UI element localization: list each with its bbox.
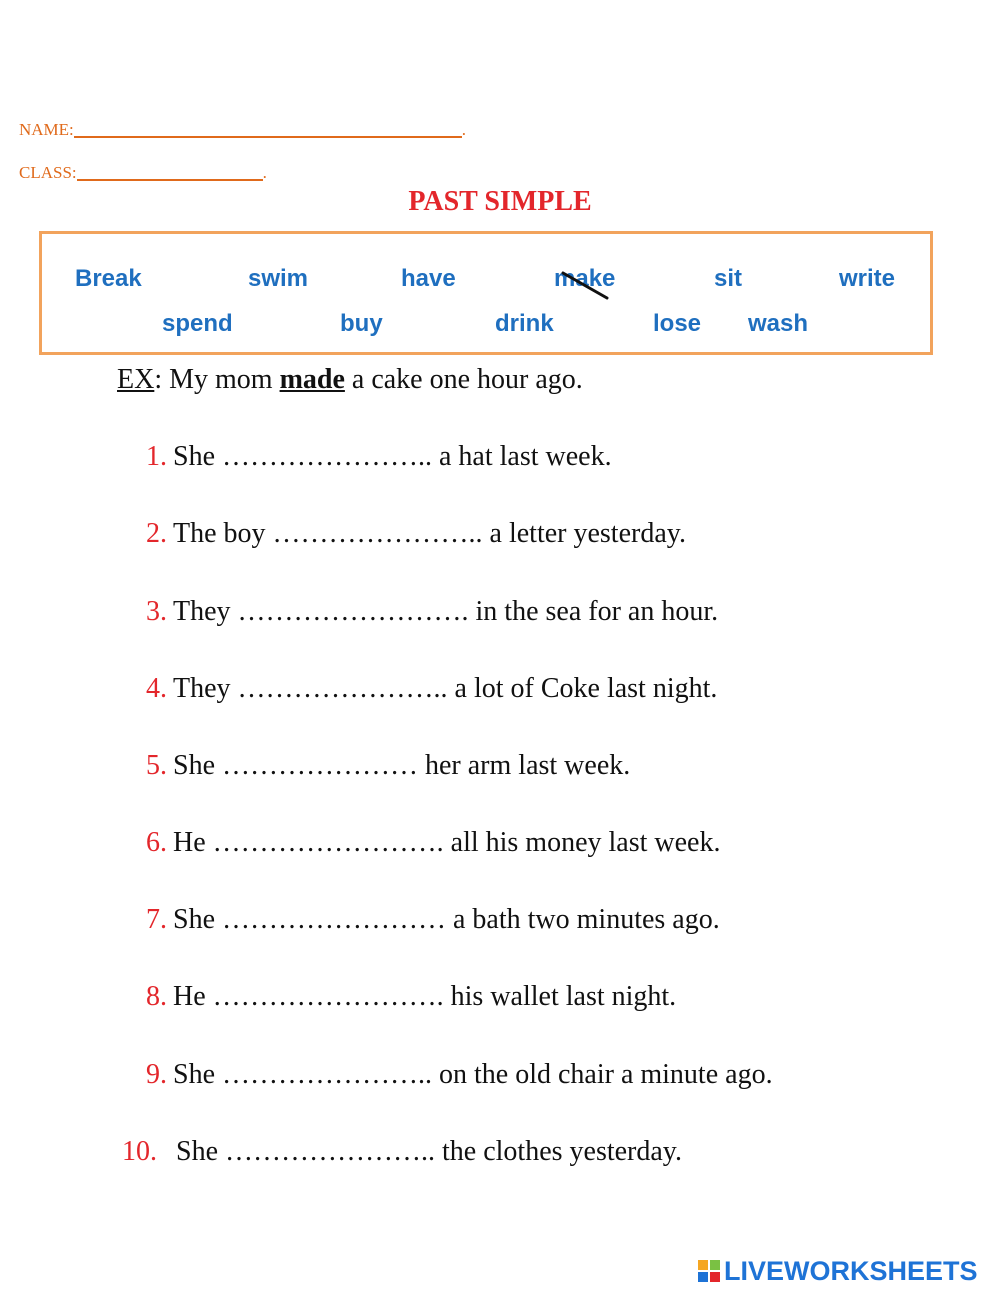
logo-block [698,1272,708,1282]
strike-through-mark [560,270,610,300]
class-blank-line[interactable] [77,165,263,181]
logo-brand-text: LIVEWORKSHEETS [724,1255,978,1286]
question-text[interactable]: He ……………………. his wallet last night. [173,981,677,1012]
word-bank-item: buy [340,310,383,337]
question-item [146,981,676,1013]
question-text[interactable]: She ………………….. on the old chair a minute ago. [173,1059,773,1090]
question-number: 3. [146,596,167,627]
question-text[interactable]: He ……………………. all his money last week. [173,827,721,858]
question-item [146,827,720,859]
word-bank-item: Break [75,265,142,292]
question-text[interactable]: She ………………… her arm last week. [173,750,631,781]
question-number: 1. [146,441,167,472]
logo-block [710,1260,720,1270]
word-bank-item: swim [248,265,309,292]
question-text[interactable]: The boy ………………….. a letter yesterday. [173,518,686,549]
liveworksheets-logo [698,1255,978,1287]
question-item [146,441,612,473]
word-bank-item: write [839,265,896,292]
question-number: 6. [146,827,167,858]
question-item [146,904,720,936]
name-blank-line[interactable] [74,122,462,138]
question-item [122,1136,682,1168]
word-bank-item: sit [714,265,743,292]
question-text[interactable]: She ………………….. the clothes yesterday. [176,1136,682,1167]
question-text[interactable]: She …………………… a bath two minutes ago. [173,904,720,935]
example-answer: made [279,364,345,395]
name-label: NAME: [19,120,74,139]
word-bank-item-crossed: make [554,265,616,292]
word-bank-item: wash [748,310,809,337]
question-item [146,673,717,705]
question-number: 9. [146,1059,167,1090]
question-item [146,596,718,628]
question-text[interactable]: They ………………….. a lot of Coke last night. [173,673,718,704]
example-sentence [117,364,583,396]
question-number: 8. [146,981,167,1012]
question-number: 4. [146,673,167,704]
class-end: . [262,163,267,182]
example-text-after: a cake one hour ago. [344,364,583,395]
question-number: 2. [146,518,167,549]
question-item [146,750,630,782]
example-text-before: : My mom [154,364,280,395]
question-item [146,1059,773,1091]
example-label: EX [117,364,155,395]
logo-block [698,1260,708,1270]
class-field [19,163,267,183]
name-end: . [461,120,467,139]
logo-blocks-icon [698,1260,720,1282]
question-text[interactable]: She ………………….. a hat last week. [173,441,612,472]
question-number: 7. [146,904,167,935]
worksheet-title: PAST SIMPLE [408,186,592,217]
word-bank-item: spend [162,310,233,337]
question-number: 10. [122,1136,157,1167]
logo-block [710,1272,720,1282]
question-number: 5. [146,750,167,781]
question-text[interactable]: They ……………………. in the sea for an hour. [173,596,719,627]
word-bank-item: have [401,265,456,292]
name-field [19,120,466,140]
word-bank-item: drink [495,310,554,337]
class-label: CLASS: [19,163,77,182]
question-item [146,518,686,550]
word-bank-item: lose [653,310,702,337]
